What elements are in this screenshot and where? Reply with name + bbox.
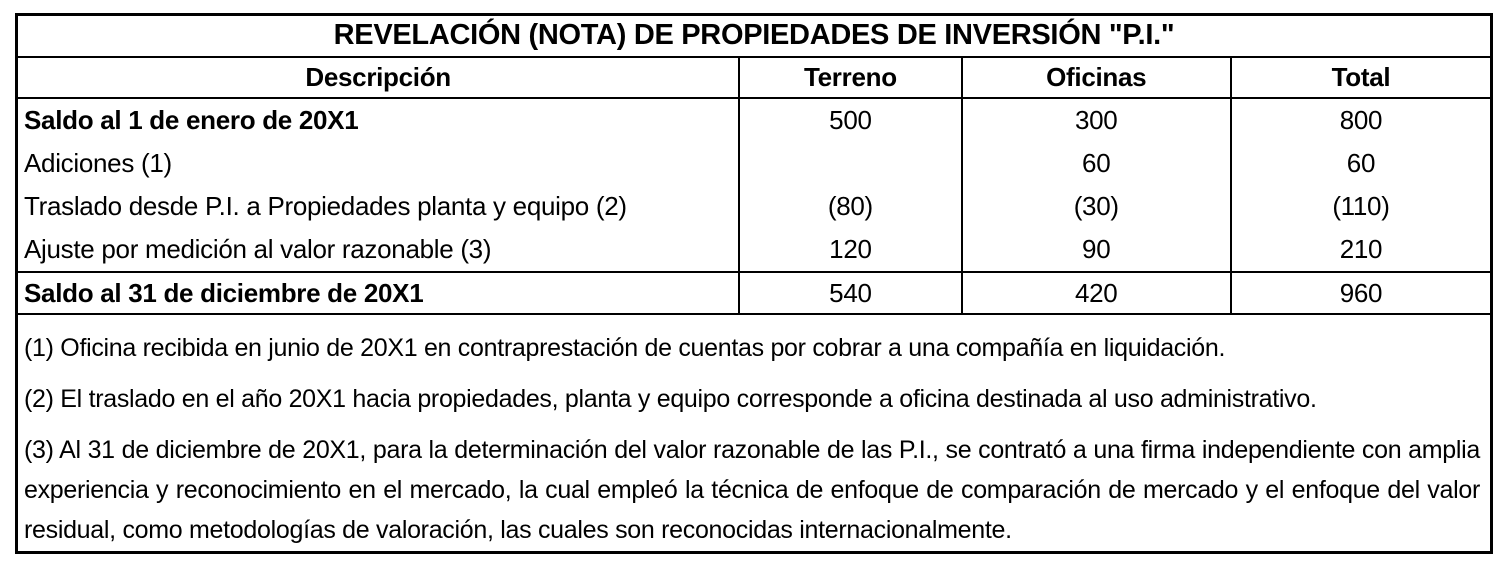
column-header-oficinas: Oficinas	[962, 57, 1231, 98]
cell-oficinas: 90	[962, 228, 1231, 272]
row-label: Saldo al 1 de enero de 20X1	[18, 98, 739, 142]
table-row-closing-balance	[18, 272, 1490, 314]
cell-oficinas: 60	[962, 142, 1231, 185]
investment-properties-note-table	[18, 16, 1490, 315]
column-header-descripcion: Descripción	[18, 57, 739, 98]
table-title: REVELACIÓN (NOTA) DE PROPIEDADES DE INVERSIÓN "P.I."	[18, 16, 1490, 57]
cell-total: 960	[1231, 272, 1490, 314]
cell-oficinas: 420	[962, 272, 1231, 314]
footnote-3: (3) Al 31 de diciembre de 20X1, para la determinación del valor razonable de las P.I., se contrató a una firma independiente con amplia experiencia y reconocimiento en el mercado, la cual empleó la técnica de enfoque de comparación de mercado y el enfoque del valor residual, como metodologías de valoración, las cuales son reconocidas internacionalmente.	[24, 436, 1480, 544]
footnotes-section	[18, 315, 1490, 550]
row-label: Ajuste por medición al valor razonable (3)	[18, 228, 739, 272]
cell-oficinas: 300	[962, 98, 1231, 142]
cell-terreno: (80)	[739, 185, 961, 228]
column-header-row	[18, 57, 1490, 98]
document-frame	[15, 13, 1493, 554]
table-row-opening-balance	[18, 98, 1490, 142]
footnote-1: (1) Oficina recibida en junio de 20X1 en contraprestación de cuentas por cobrar a una compañía en liquidación.	[24, 334, 1226, 362]
cell-terreno: 500	[739, 98, 961, 142]
cell-terreno	[739, 142, 961, 185]
table-row-fair-value-adjustment	[18, 228, 1490, 272]
row-label: Adiciones (1)	[18, 142, 739, 185]
cell-oficinas: (30)	[962, 185, 1231, 228]
column-header-total: Total	[1231, 57, 1490, 98]
cell-total: 210	[1339, 234, 1383, 265]
cell-terreno: 120	[739, 228, 961, 272]
table-row-additions	[18, 142, 1490, 185]
column-header-terreno: Terreno	[739, 57, 961, 98]
title-row	[18, 16, 1490, 57]
cell-total: 800	[1339, 105, 1383, 136]
row-label: Traslado desde P.I. a Propiedades planta y equipo (2)	[18, 185, 739, 228]
row-label: Saldo al 31 de diciembre de 20X1	[18, 272, 739, 314]
cell-total: (110)	[1332, 191, 1390, 222]
cell-total: 60	[1346, 148, 1376, 179]
footnote-2: (2) El traslado en el año 20X1 hacia propiedades, planta y equipo corresponde a oficina destinada al uso administrativo.	[24, 385, 1317, 413]
cell-terreno: 540	[739, 272, 961, 314]
table-row-transfer	[18, 185, 1490, 228]
